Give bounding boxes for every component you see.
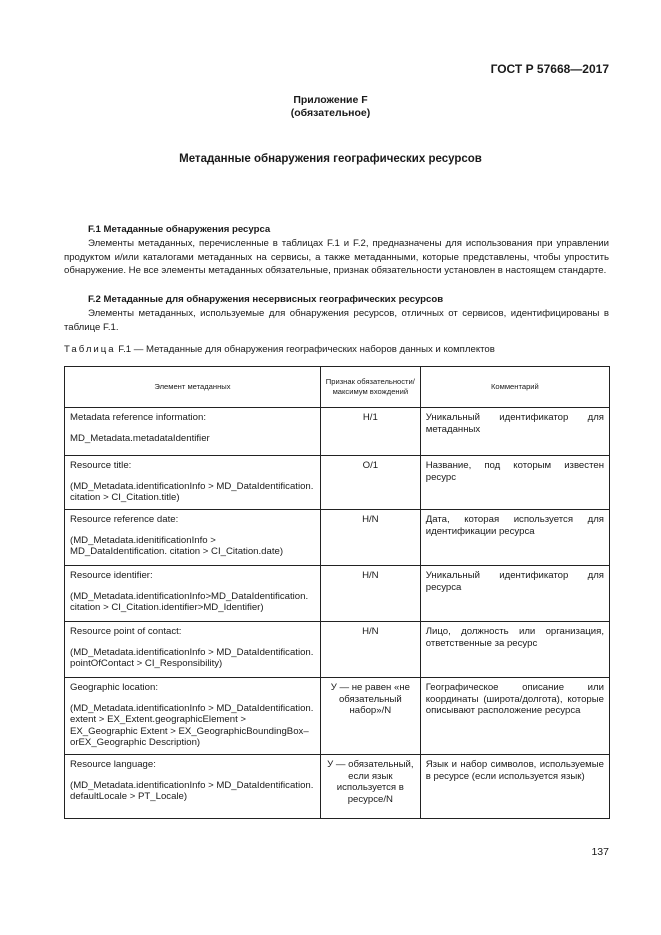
element-name: Resource point of contact:	[70, 626, 182, 637]
comment-cell: Дата, которая используется для идентификации ресурса	[420, 510, 609, 566]
element-cell	[65, 566, 321, 622]
standard-header: ГОСТ Р 57668—2017	[490, 62, 609, 76]
appendix-heading	[0, 94, 661, 120]
table-row	[65, 510, 610, 566]
section-text-f1: Элементы метаданных, перечисленные в таблицах F.1 и F.2, предназначены для использования при управлении продуктом и/или каталогами метаданных на сервисы, а также метаданными, которые представлены, чтобы упростить обнаружение. Не все элементы метаданных обязательные, признак обязательности установлен в настоящем стандарте.	[64, 238, 609, 277]
flag-cell: У — обязательный, если язык используется в ресурсе/N	[320, 755, 420, 819]
table-row	[65, 755, 610, 819]
table-caption	[64, 344, 495, 355]
element-name: Resource identifier:	[70, 570, 153, 581]
column-header: Признак обязательности/максимум вхождений	[320, 367, 420, 408]
element-cell	[65, 622, 321, 678]
page-number: 137	[591, 846, 609, 858]
table-row	[65, 678, 610, 755]
comment-cell: Уникальный идентификатор для метаданных	[420, 408, 609, 456]
metadata-table	[64, 366, 610, 819]
appendix-subtitle: (обязательное)	[290, 107, 371, 119]
flag-cell: Н/N	[320, 510, 420, 566]
element-path: (MD_Metadata.identificationInfo > MD_DataIdentification. citation > CI_Citation.title)	[70, 480, 314, 503]
element-cell	[65, 755, 321, 819]
element-name: Resource title:	[70, 460, 132, 471]
element-path: (MD_Metadata.identificationInfo > MD_DataIdentification. defaultLocale > PT_Locale)	[70, 779, 314, 802]
table-row	[65, 566, 610, 622]
comment-cell: Название, под которым известен ресурс	[420, 456, 609, 510]
flag-cell: Н/1	[320, 408, 420, 456]
section-heading-f2: F.2 Метаданные для обнаружения несервисных географических ресурсов	[88, 294, 444, 305]
flag-cell: Н/N	[320, 566, 420, 622]
comment-cell: Язык и набор символов, используемые в ресурсе (если используется язык)	[420, 755, 609, 819]
caption-text: F.1 — Метаданные для обнаружения географических наборов данных и комплектов	[118, 344, 495, 355]
table-row	[65, 408, 610, 456]
document-title: Метаданные обнаружения географических ресурсов	[179, 153, 482, 165]
flag-cell: Н/N	[320, 622, 420, 678]
element-path: (MD_Metadata.identificationInfo > MD_DataIdentification. pointOfContact > CI_Responsibility)	[70, 646, 314, 669]
element-cell	[65, 456, 321, 510]
element-path: (MD_Metadata.identificationInfo>MD_DataIdentification. citation > CI_Citation.identifier>MD_Identifier)	[70, 590, 309, 613]
comment-cell: Лицо, должность или организация, ответственные за ресурс	[420, 622, 609, 678]
element-name: Geographic location:	[70, 682, 158, 693]
table-row	[65, 456, 610, 510]
comment-cell: Географическое описание или координаты (широта/долгота), которые описывают расположение ресурса	[420, 678, 609, 755]
element-cell	[65, 510, 321, 566]
section-heading-f1: F.1 Метаданные обнаружения ресурса	[88, 224, 271, 235]
element-name: Resource language:	[70, 759, 156, 770]
caption-prefix: Таблица	[64, 344, 116, 355]
element-path: MD_Metadata.metadataIdentifier	[70, 432, 210, 444]
column-header: Комментарий	[420, 367, 609, 408]
element-cell	[65, 678, 321, 755]
element-name: Resource reference date:	[70, 514, 179, 525]
table-row	[65, 622, 610, 678]
column-header: Элемент метаданных	[65, 367, 321, 408]
flag-cell: У — не равен «не обязательный набор»/N	[320, 678, 420, 755]
flag-cell: О/1	[320, 456, 420, 510]
appendix-title: Приложение F	[293, 94, 368, 106]
element-path: (MD_Metadata.identificationInfo > MD_DataIdentification. extent > EX_Extent.geographicElement > EX_Geographic Extent > EX_GeographicBoundingBox–orEX_Geographic Description)	[70, 702, 314, 748]
comment-cell: Уникальный идентификатор для ресурса	[420, 566, 609, 622]
element-cell	[65, 408, 321, 456]
element-name: Metadata reference information:	[70, 412, 206, 423]
element-path: (MD_Metadata.idenitificationInfo > MD_DataIdentification. citation > CI_Citation.date)	[70, 534, 284, 557]
table-header-row	[65, 367, 610, 408]
section-text-f2: Элементы метаданных, используемые для обнаружения ресурсов, отличных от сервисов, идентифицированы в таблице F.1.	[64, 308, 609, 333]
